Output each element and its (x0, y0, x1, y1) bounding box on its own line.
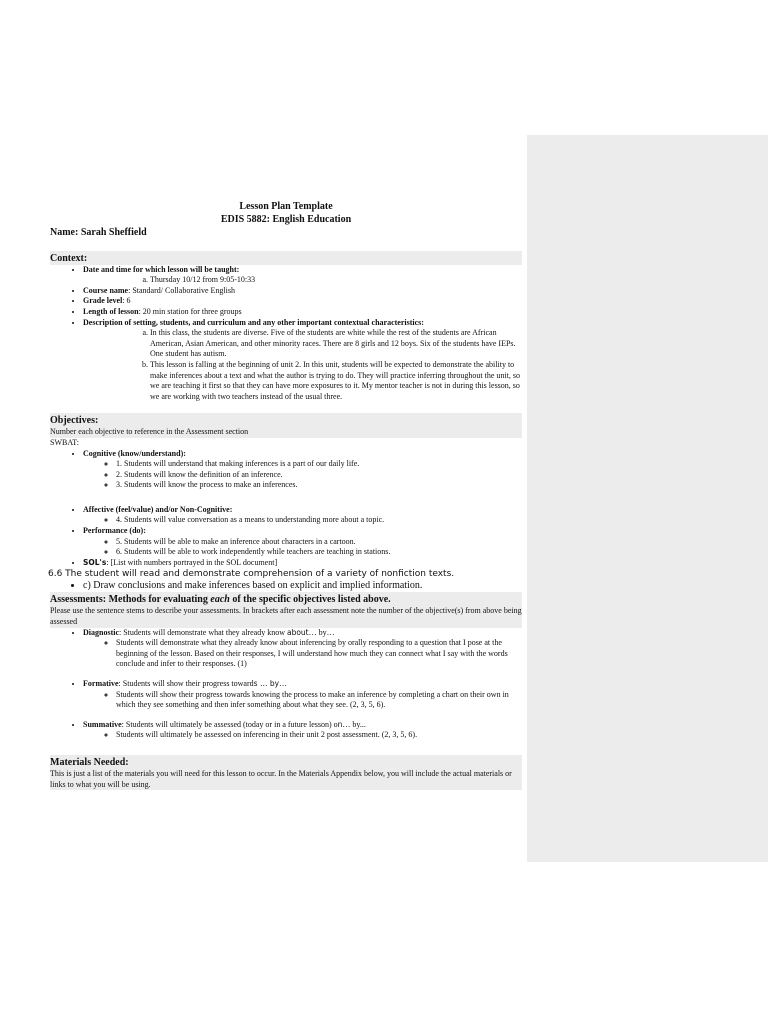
materials-heading: Materials Needed: (50, 755, 522, 769)
list-item: ◦ Students will show their progress towards knowing the process to make an inference by completing a chart on their own in which they see something and then infer something about what they see. (2, 3, 5, 6). (116, 690, 522, 711)
list-item: • Performance (do): ◦ 5. Students will be able to make an inference about characters in a cartoon. ◦ 6. Students will be able to work independently while teachers are teaching in stations. (83, 526, 522, 558)
list-item: a. In this class, the students are diverse. Five of the students are white while the rest of the students are African American, Asian American, and other minority races. There are 8 girls and 12 boys. Six of the students have IEPs. One student has autism. (150, 328, 522, 360)
list-item: • Summative: Students will ultimately be assessed (today or in a future lesson) on… by... ◦ Students will ultimately be assessed on inferencing in their unit 2 post assessment. (2, 3, 5, 6). (83, 720, 522, 741)
list-item: ◦ 4. Students will value conversation as a means to understanding more about a topic. (116, 515, 522, 526)
list-item: ◦ 1. Students will understand that making inferences is a part of our daily life. (116, 459, 522, 470)
list-item: • Formative: Students will show their progress towards … by… ◦ Students will show their progress towards knowing the process to make an inference by completing a chart on their own in which they see something and then infer something about what they see. (2, 3, 5, 6). (83, 679, 522, 711)
assessments-note: Please use the sentence stems to describe your assessments. In brackets after each assessment note the number of the objective(s) from above being assessed (50, 606, 522, 627)
doc-title: Lesson Plan Template (239, 201, 333, 212)
context-list (50, 265, 522, 403)
list-item: • Course name: Standard/ Collaborative English (83, 286, 522, 297)
list-item: • Affective (feel/value) and/or Non-Cognitive: ◦ 4. Students will value conversation as a means to understanding more about a topic. (83, 505, 522, 526)
list-item: ◦ 2. Students will know the definition of an inference. (116, 470, 522, 481)
assessments-list-3 (50, 720, 522, 741)
sol-66: 6.6 The student will read and demonstrate comprehension of a variety of nonfiction texts. (48, 569, 455, 580)
document-body (50, 200, 522, 790)
list-item: • Description of setting, students, and curriculum and any other important contextual characteristics: a. In this class, the students are diverse. Five of the students are white while the rest of the students are African American, Asian American, and other minority races. There are 8 girls and 12 boys. Six of the students have IEPs. One student has autism. b. This lesson is falling at the beginning of unit 2. In this unit, students will be expected to demonstrate the ability to make inferences about a text and what the author is trying to do. They will practice inferring throughout the unit, so we are teaching it first so that they can have more exposures to it. My mentor teacher is not in during this lesson, so we are working with two teachers instead of the usual three. (83, 318, 522, 403)
objectives-list-2 (50, 505, 522, 569)
list-item: a. Thursday 10/12 from 9:05-10:33 (150, 275, 522, 286)
objectives-note: Number each objective to reference in the Assessment section (50, 427, 522, 438)
list-item: ◦ Students will demonstrate what they already know about inferencing by orally responding to a question that I pose at the beginning of the lesson. Based on their responses, I will understand how much they can connect what I say with the words conclude and infer to their responses. (1) (116, 638, 522, 670)
objectives-heading: Objectives: (50, 413, 522, 427)
author-name: Name: Sarah Sheffield (50, 227, 147, 238)
list-item: ◦ 5. Students will be able to make an inference about characters in a cartoon. (116, 537, 522, 548)
list-item: • Cognitive (know/understand): ◦ 1. Students will understand that making inferences is a part of our daily life. ◦ 2. Students will know the definition of an inference. ◦ 3. Students will know the process to make an inferences. (83, 449, 522, 491)
context-heading: Context: (50, 251, 522, 265)
list-item: ◦ 6. Students will be able to work independently while teachers are teaching in stations. (116, 547, 522, 558)
swbat-label: SWBAT: (50, 437, 79, 447)
doc-course: EDIS 5882: English Education (220, 214, 352, 225)
assessments-list (50, 628, 522, 670)
list-item: ◦ Students will ultimately be assessed on inferencing in their unit 2 post assessment. (2, 3, 5, 6). (116, 730, 522, 741)
list-item: • Diagnostic: Students will demonstrate what they already know about… by… ◦ Students will demonstrate what they already know about inferencing by orally responding to a question that I pose at the beginning of the lesson. Based on their responses, I will understand how much they can connect what I say with the words conclude and infer to their responses. (1) (83, 628, 522, 670)
list-item: • Date and time for which lesson will be taught: a. Thursday 10/12 from 9:05-10:33 (83, 265, 522, 286)
list-item: • Grade level: 6 (83, 296, 522, 307)
sol-list (50, 580, 522, 592)
list-item: ◦ 3. Students will know the process to make an inferences. (116, 480, 522, 491)
list-item: • SOL's: [List with numbers portrayed in the SOL document] (83, 558, 522, 569)
list-item: b. This lesson is falling at the beginning of unit 2. In this unit, students will be expected to demonstrate the ability to make inferences about a text and what the author is trying to do. They will practice inferring throughout the unit, so we are teaching it first so that they can have more exposures to it. My mentor teacher is not in during this lesson, so we are working with two teachers instead of the usual three. (150, 360, 522, 402)
assessments-heading: Assessments: Methods for evaluating each of the specific objectives listed above. (50, 592, 522, 606)
objectives-list (50, 449, 522, 491)
list-item: • Length of lesson: 20 min station for three groups (83, 307, 522, 318)
comment-pane (527, 135, 768, 862)
list-item: • c) Draw conclusions and make inferences based on explicit and implied information. (83, 580, 522, 592)
materials-note: This is just a list of the materials you will need for this lesson to occur. In the Materials Appendix below, you will include the actual materials or links to what you will be using. (50, 769, 522, 790)
assessments-list-2 (50, 679, 522, 711)
